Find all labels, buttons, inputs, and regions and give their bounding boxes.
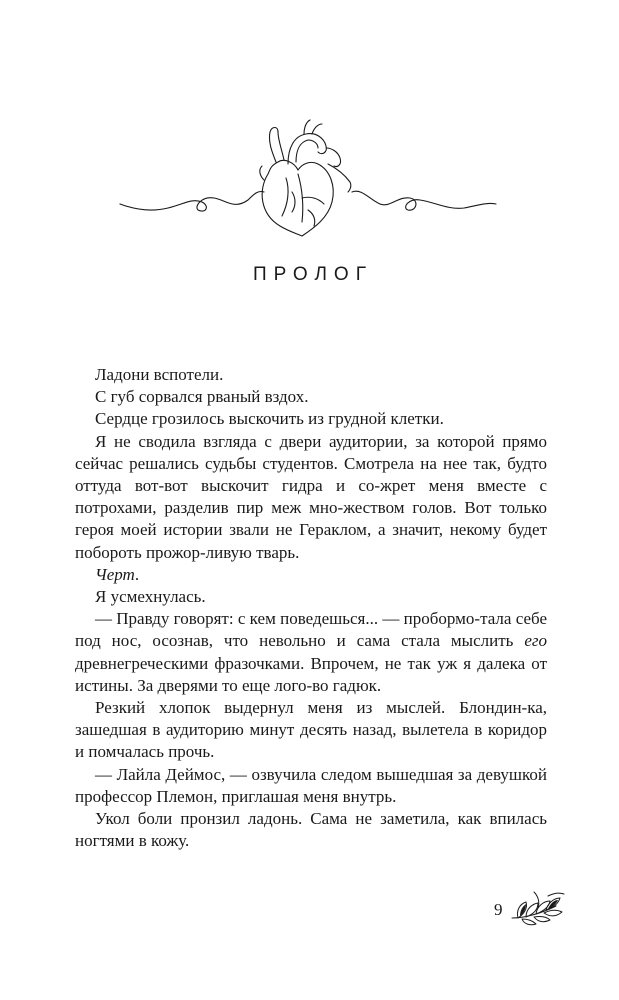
paragraph: Я не сводила взгляда с двери аудитории, за которой прямо сейчас решались судьбы студентов. Смотрела на нее так, будто оттуда вот-вот выскочит гидра и со-жрет меня вместе с потрохами, разделив пир меж мно-жеством голов. Вот только героя моей истории звали не Гераклом, а значит, некому будет побороть прожор-ливую тварь. <box>75 431 547 562</box>
paragraph <box>75 564 547 586</box>
italic-word: Черт <box>95 564 135 584</box>
paragraph <box>75 608 547 697</box>
paragraph: Ладони вспотели. <box>95 365 224 384</box>
page-footer <box>488 888 568 932</box>
italic-word: его <box>524 631 547 651</box>
paragraph-before: — Правду говорят: с кем поведешься... — пробормо-тала себе под нос, осознав, что невольно и сама стала мыслить <box>75 609 547 651</box>
paragraph: Сердце грозилось выскочить из грудной клетки. <box>95 409 444 429</box>
paragraph: С губ сорвался рваный вздох. <box>95 387 309 407</box>
page-number: 9 <box>494 900 503 919</box>
paragraph: — Лайла Деймос, — озвучила следом вышедшая за девушкой профессор Племон, приглашая меня внутрь. <box>75 764 547 806</box>
paragraph-after: древнегреческими фразочками. Впрочем, не так уж я далека от истины. За дверями то еще лого-во гадюк. <box>75 653 547 695</box>
laurel-leaf-icon <box>508 888 568 932</box>
paragraph: Укол боли пронзил ладонь. Сама не заметила, как впилась ногтями в кожу. <box>75 809 547 851</box>
anatomical-heart-icon <box>118 118 498 238</box>
chapter-title: ПРОЛОГ <box>252 264 373 285</box>
paragraph: Резкий хлопок выдернул меня из мыслей. Блондин-ка, зашедшая в аудиторию минут десять назад, вылетела в коридор и помчалась прочь. <box>75 698 547 762</box>
body-text <box>75 364 547 852</box>
paragraph-tail: . <box>134 564 140 584</box>
paragraph: Я усмехнулась. <box>95 587 206 607</box>
